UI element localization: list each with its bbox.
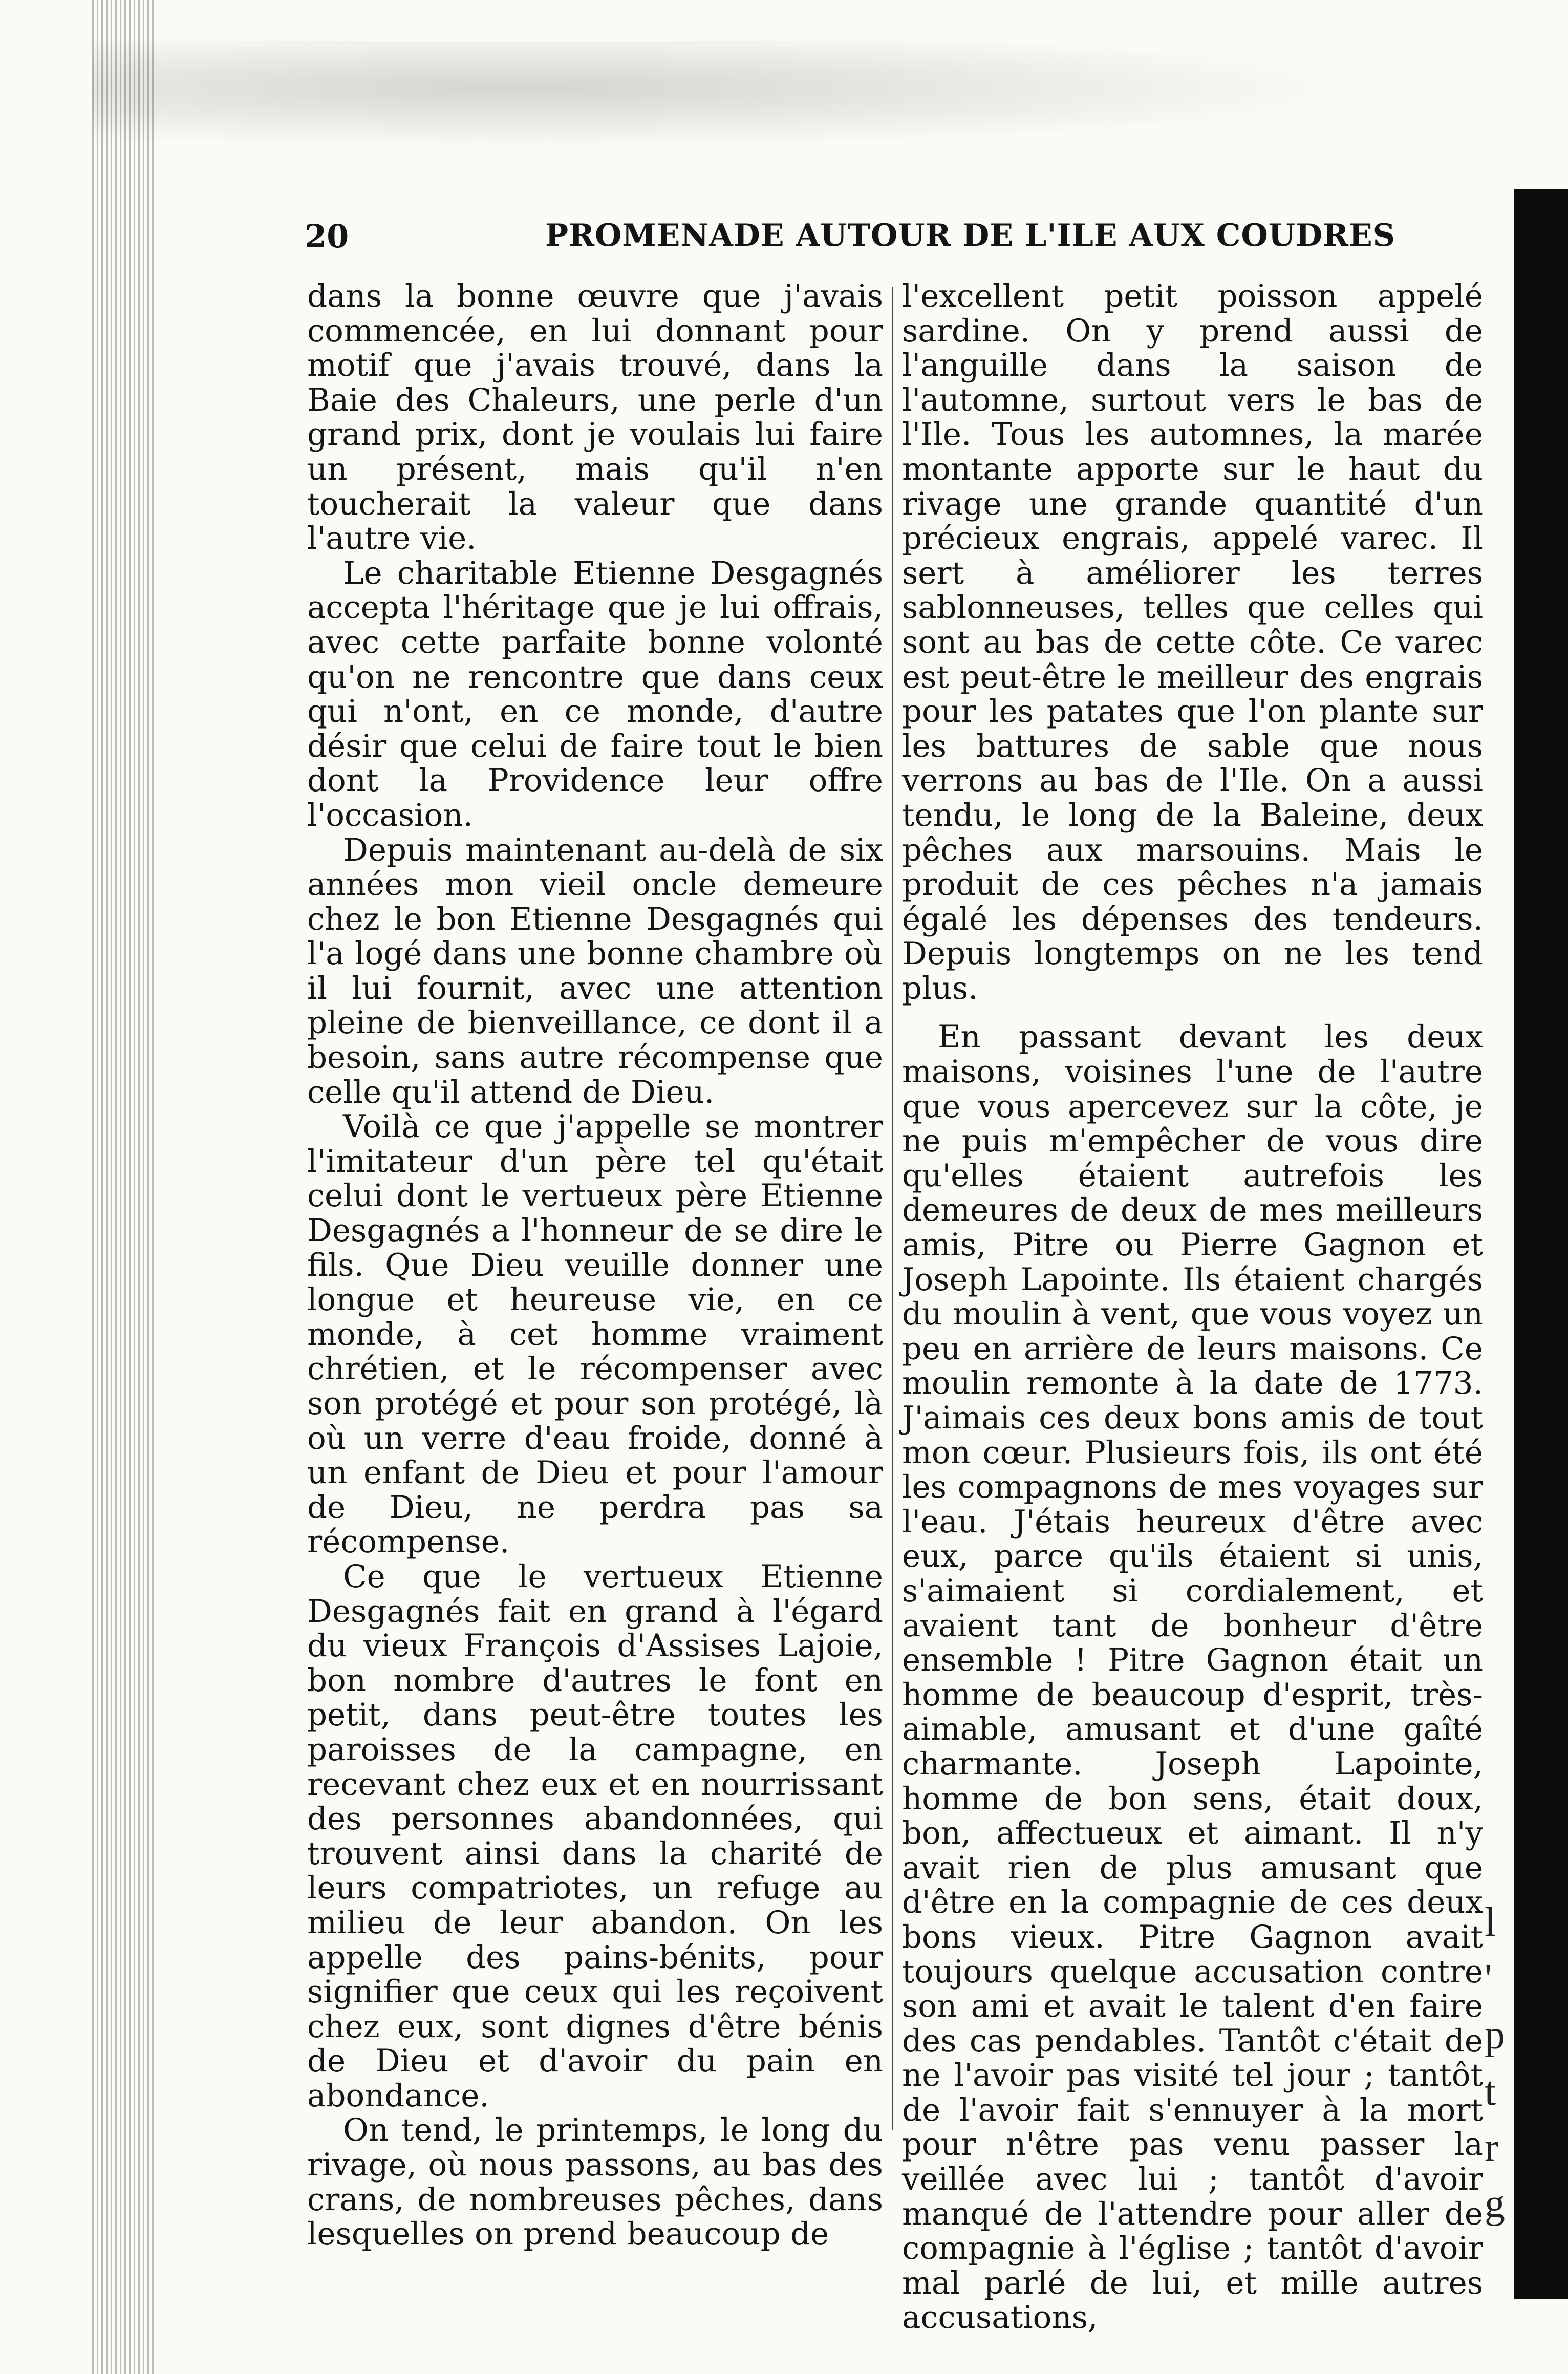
paragraph: Depuis maintenant au-delà de six années mon vieil oncle demeure chez le bon Etienne Desgagnés qui l'a logé dans une bonne chambre où il lui fournit, avec une attention pleine de bienveillance, ce dont il a besoin, sans autre récompense que celle qu'il attend de Dieu. — [307, 831, 883, 1110]
scan-right-edge-bar — [1514, 189, 1568, 2299]
left-column — [307, 278, 883, 2253]
running-head: PROMENADE AUTOUR DE L'ILE AUX COUDRES — [545, 218, 1396, 253]
adjacent-page-fragment: l ' p t r g — [1485, 1900, 1505, 2227]
paragraph: dans la bonne œuvre que j'avais commencée, en lui donnant pour motif que j'avais trouvé, dans la Baie des Chaleurs, une perle d'un grand prix, dont je voulais lui faire un présent, mais qu'il n'en toucherait la valeur que dans l'autre vie. — [307, 278, 883, 557]
column-divider — [892, 287, 893, 2130]
paragraph: l'excellent petit poisson appelé sardine. On y prend aussi de l'anguille dans la saison de l'automne, surtout vers le bas de l'Ile. Tous les automnes, la marée montante apporte sur le haut du rivage une grande quantité d'un précieux engrais, appelé varec. Il sert à améliorer les terres sablonneuses, telles que celles qui sont au bas de cette côte. Ce varec est peut-être le meilleur des engrais pour les patates que l'on plante sur les battures de sable que nous verrons au bas de l'Ile. On a aussi tendu, le long de la Baleine, deux pêches aux marsouins. Mais le produit de ces pêches n'a jamais égalé les dépenses des tendeurs. Depuis longtemps on ne les tend plus. — [902, 278, 1483, 1007]
scan-top-smudge — [92, 41, 1515, 159]
paragraph: Voilà ce que j'appelle se montrer l'imitateur d'un père tel qu'était celui dont le vertueux père Etienne Desgagnés a l'honneur de se dire le fils. Que Dieu veuille donner une longue et heureuse vie, en ce monde, à cet homme vraiment chrétien, et le récompenser avec son protégé et pour son protégé, là où un verre d'eau froide, donné à un enfant de Dieu et pour l'amour de Dieu, ne perdra pas sa récompense. — [307, 1108, 883, 1560]
paragraph: Le charitable Etienne Desgagnés accepta l'héritage que je lui offrais, avec cette parfaite bonne volonté qu'on ne rencontre que dans ceux qui n'ont, en ce monde, d'autre désir que celui de faire tout le bien dont la Providence leur offre l'occasion. — [307, 554, 883, 833]
paragraph: On tend, le printemps, le long du rivage, où nous passons, au bas des crans, de nombreuses pêches, dans lesquelles on prend beaucoup de — [307, 2112, 883, 2253]
scan-binding-shadow — [92, 0, 154, 2374]
paragraph: En passant devant les deux maisons, voisines l'une de l'autre que vous apercevez sur la côte, je ne puis m'empêcher de vous dire qu'elles étaient autrefois les demeures de deux de mes meilleurs amis, Pitre ou Pierre Gagnon et Joseph Lapointe. Ils étaient chargés du moulin à vent, que vous voyez un peu en arrière de leurs maisons. Ce moulin remonte à la date de 1773. J'aimais ces deux bons amis de tout mon cœur. Plusieurs fois, ils ont été les compagnons de mes voyages sur l'eau. J'étais heureux d'être avec eux, parce qu'ils étaient si unis, s'aimaient si cordialement, et avaient tant de bonheur d'être ensemble ! Pitre Gagnon était un homme de beaucoup d'esprit, très-aimable, amusant et d'une gaîté charmante. Joseph Lapointe, homme de bon sens, était doux, bon, affectueux et aimant. Il n'y avait rien de plus amusant que d'être en la compagnie de ces deux bons vieux. Pitre Gagnon avait toujours quelque accusation contre son ami et avait le talent d'en faire des cas pendables. Tantôt c'était de ne l'avoir pas visité tel jour ; tantôt de l'avoir fait s'ennuyer à la mort pour n'être pas venu passer la veillée avec lui ; tantôt d'avoir manqué de l'attendre pour aller de compagnie à l'église ; tantôt d'avoir mal parlé de lui, et mille autres accusations, — [902, 1019, 1483, 2336]
right-column — [902, 278, 1483, 2336]
page-header — [305, 218, 1487, 264]
page-number: 20 — [305, 218, 349, 255]
paragraph: Ce que le vertueux Etienne Desgagnés fait en grand à l'égard du vieux François d'Assises Lajoie, bon nombre d'autres le font en petit, dans peut-être toutes les paroisses de la campagne, en recevant chez eux et en nourrissant des personnes abandonnées, qui trouvent ainsi dans la charité de leurs compatriotes, un refuge au milieu de leur abandon. On les appelle des pains-bénits, pour signifier que ceux qui les reçoivent chez eux, sont dignes d'être bénis de Dieu et d'avoir du pain en abondance. — [307, 1558, 883, 2114]
